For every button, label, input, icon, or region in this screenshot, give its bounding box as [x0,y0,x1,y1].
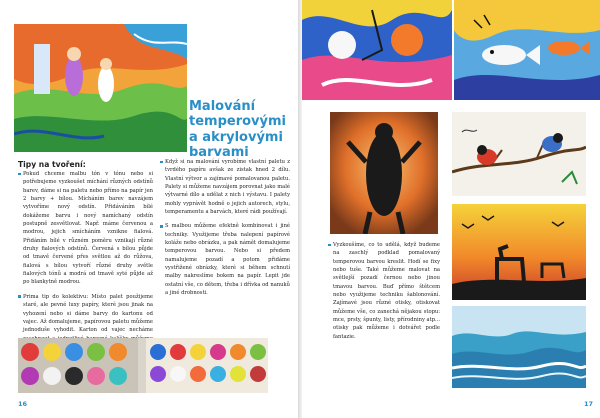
tip-paragraph: S malbou můžeme efektně kombinovat i jiné techniky. Využijeme třeba nalepení papírové koláže nebo obrázku, a pak námět domalujeme temperovou barvou. Nebo si předem namalujeme pozadí a potom přidáme vystřižené obrázky, které si během schnutí malby nakreslíme bokem na papír. Lepit jde ostatní vše, co dětem, třeba i dřívka od nanuků a jiné drobnosti. [160,222,290,297]
painting-fish-sea [454,0,600,100]
title-line-1: Malování [189,98,256,114]
page-number-right: 17 [584,400,594,408]
chapter-title [189,99,289,161]
painting-ocean-waves [452,306,586,388]
painting-dark-figure [330,112,438,234]
left-column-2 [160,158,290,304]
tip-paragraph: Když si na malování vyrobíme vlastní paletu z tvrdého papíru avšak ze zistak hned 2 dílu. Vlastní výtvor a zajímavé pomalovanou paletu. Palety si můžeme navzájem porovnat jako malé výtvarné dílo a udělat z nich i výstavu. I palety mohly vyprávět hodně o jejich autorech, stylu, temperamentu a barvách, které rádi používají. [160,158,290,216]
left-page [0,0,298,418]
title-line-2: temperovými [189,114,286,130]
tip-paragraph: Vyzkoušíme, co to udělá, když budeme na zaschlý podklad pomalovaný temperovou barvou kreslit. Hodí se fixy nebo tuše. Také můžeme malovat na světlejší pozadí černou nebo jinou tmavou barvou. Buď přímo štětcem nebo využijeme techniku šablonování. Zajímavé jsou různé otisky, otiskovat můžeme vše, co zanechá nějakou stopu: mce, prsty, špunty, listy, přírodniny atp... otisky pak můžeme i dotvářet podle fantazie. [328,241,440,341]
tips-heading: Tipy na tvoření: [18,160,86,169]
tip-paragraph: Pokud chceme malbu tón v tónu nebo si potřebujeme vyzkoušet míchání různých odstínů barev, dáme si na paletu nebo přímo na papír jen 2 barvy + bílou. Mícháním barev navzájem vytvoříme nový odstín. Přidáváním bílé dokážeme barvu i nový namíchaný odstín postupně zesvětlovat. Např. máme červenou a modrou, jejich smícháním vznikne fialová. Přidáním bílé v různém poměru vznikají různé druhy fialových odstínů. Červená s bílou půjde od tmavě červené přes světlou až do růžova, fialová s bílou vytvoří různé druhy světle fialových tónů a modrá od tmavě syté půjde až po blankytně modrou. [18,170,153,287]
photo-egg-carton-palette [18,338,268,393]
right-page [302,0,600,418]
title-line-3: a akrylovými [189,129,283,145]
painting-sunset-animals [452,204,586,300]
right-column [328,241,440,347]
painting-birds-branch [452,112,586,196]
page-number-left: 16 [18,400,28,408]
title-line-4: barvami [189,145,249,161]
tip-paragraph: Prima tip do kolektivu: Místo palet použijeme staré, ale pevné luxy papíry, které jsou jinak na vyhození nebo si dáme barvy do kartonu od vajec. Až domalujeme, papírovou paletu můžeme jednoduše vyhodit. Karton od vajec necháme [18,293,153,376]
painting-beach-children [14,24,187,152]
painting-blue-abstract [302,0,452,100]
